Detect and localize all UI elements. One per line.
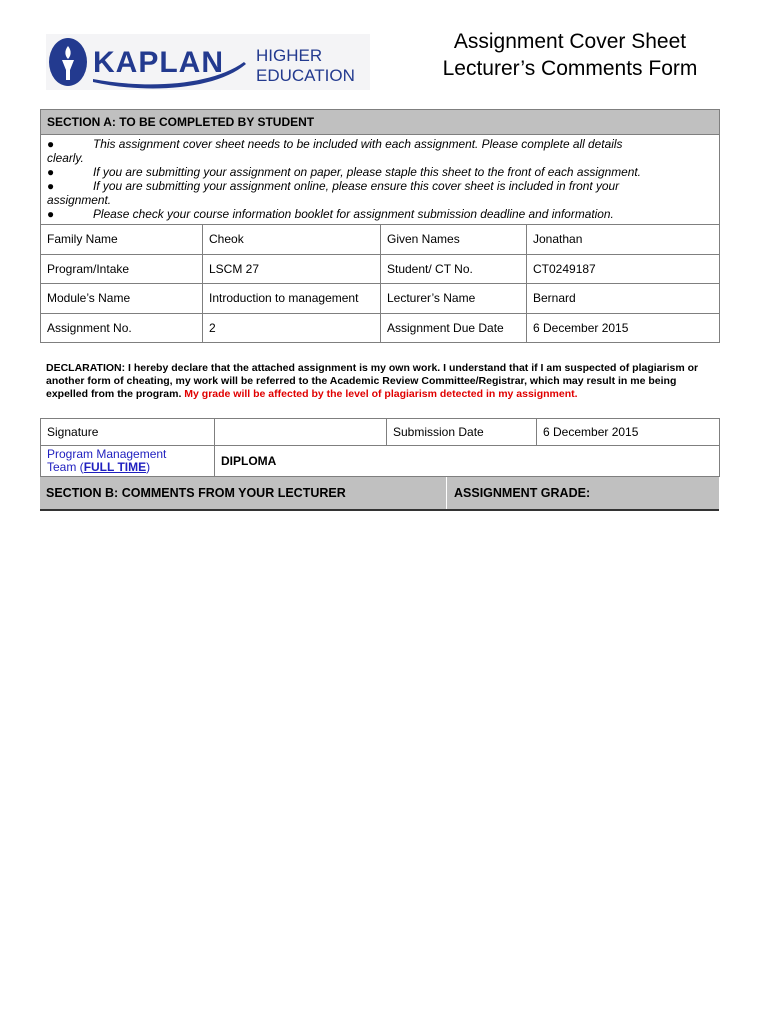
bullet-item-continued: clearly. — [47, 151, 84, 165]
instructions-row — [41, 135, 720, 225]
bullet-item: ● This assignment cover sheet needs to be included with each assignment. Please complete all details — [47, 137, 623, 151]
value-lecturer-name[interactable]: Bernard — [527, 284, 720, 314]
value-signature[interactable] — [215, 419, 387, 446]
kaplan-logo — [46, 34, 370, 90]
program-team-row — [41, 446, 720, 477]
section-a-header — [41, 110, 720, 135]
plagiarism-warning: My grade will be affected by the level of plagiarism detected in my assignment. — [184, 387, 578, 400]
declaration-text — [46, 362, 716, 400]
logo-wordmark: KAPLAN — [93, 46, 224, 79]
bullet-icon: ● — [47, 179, 55, 193]
bullet-item: ● If you are submitting your assignment on paper, please staple this sheet to the front of each assignment. — [47, 165, 641, 179]
label-given-names: Given Names — [381, 225, 527, 255]
bullet-icon: ● — [47, 207, 55, 221]
label-student-number: Student/ CT No. — [381, 254, 527, 284]
section-a-heading: SECTION A: TO BE COMPLETED BY STUDENT — [41, 110, 720, 135]
title-line-2: Lecturer’s Comments Form — [442, 57, 698, 80]
value-program-intake[interactable]: LSCM 27 — [203, 254, 381, 284]
value-family-name[interactable]: Cheok — [203, 225, 381, 255]
value-submission-date[interactable]: 6 December 2015 — [537, 419, 720, 446]
section-a-table — [40, 109, 720, 343]
value-assignment-no[interactable]: 2 — [203, 313, 381, 343]
pmt-line-2: Team (FULL TIME) — [47, 460, 151, 474]
label-signature: Signature — [41, 419, 215, 446]
label-program-intake: Program/Intake — [41, 254, 203, 284]
value-student-number[interactable]: CT0249187 — [527, 254, 720, 284]
pmt-line-1: Program Management — [47, 447, 167, 461]
logo-higher: HIGHER — [256, 46, 323, 65]
bullet-icon: ● — [47, 137, 55, 151]
field-row-program — [41, 254, 720, 284]
full-time-link[interactable]: FULL TIME — [83, 460, 147, 474]
field-row-family-name — [41, 225, 720, 255]
bullet-icon: ● — [47, 165, 55, 179]
logo-education: EDUCATION — [256, 66, 355, 85]
field-row-assignment — [41, 313, 720, 343]
label-program-management — [41, 446, 215, 477]
field-row-module — [41, 284, 720, 314]
label-assignment-no: Assignment No. — [41, 313, 203, 343]
signature-table — [40, 418, 720, 477]
comments-heading: SECTION B: COMMENTS FROM YOUR LECTURER — [46, 486, 346, 500]
value-program-type: DIPLOMA — [215, 446, 720, 477]
label-submission-date: Submission Date — [387, 419, 537, 446]
bullet-item: ● Please check your course information booklet for assignment submission deadline and information. — [47, 207, 614, 221]
title-line-1: Assignment Cover Sheet — [453, 30, 687, 53]
instructions-cell — [41, 135, 720, 225]
header-divider — [446, 477, 447, 509]
value-due-date[interactable]: 6 December 2015 — [527, 313, 720, 343]
label-module-name: Module’s Name — [41, 284, 203, 314]
label-lecturer-name: Lecturer’s Name — [381, 284, 527, 314]
declaration-statement: DECLARATION: I hereby declare that the attached assignment is my own work. I understand that if I am suspected of plagiarism or another form of cheating, my work will be referred to the Academic Review Committee/Registrar, which may result in me being expelled from the program. — [46, 362, 699, 400]
label-due-date: Assignment Due Date — [381, 313, 527, 343]
section-b-header — [40, 477, 719, 511]
label-family-name: Family Name — [41, 225, 203, 255]
form-title — [400, 28, 740, 82]
signature-row — [41, 419, 720, 446]
value-module-name[interactable]: Introduction to management — [203, 284, 381, 314]
bullet-item: ● If you are submitting your assignment online, please ensure this cover sheet is included in front your — [47, 179, 620, 193]
grade-heading: ASSIGNMENT GRADE: — [454, 486, 591, 500]
bullet-item-continued: assignment. — [47, 193, 112, 207]
value-given-names[interactable]: Jonathan — [527, 225, 720, 255]
